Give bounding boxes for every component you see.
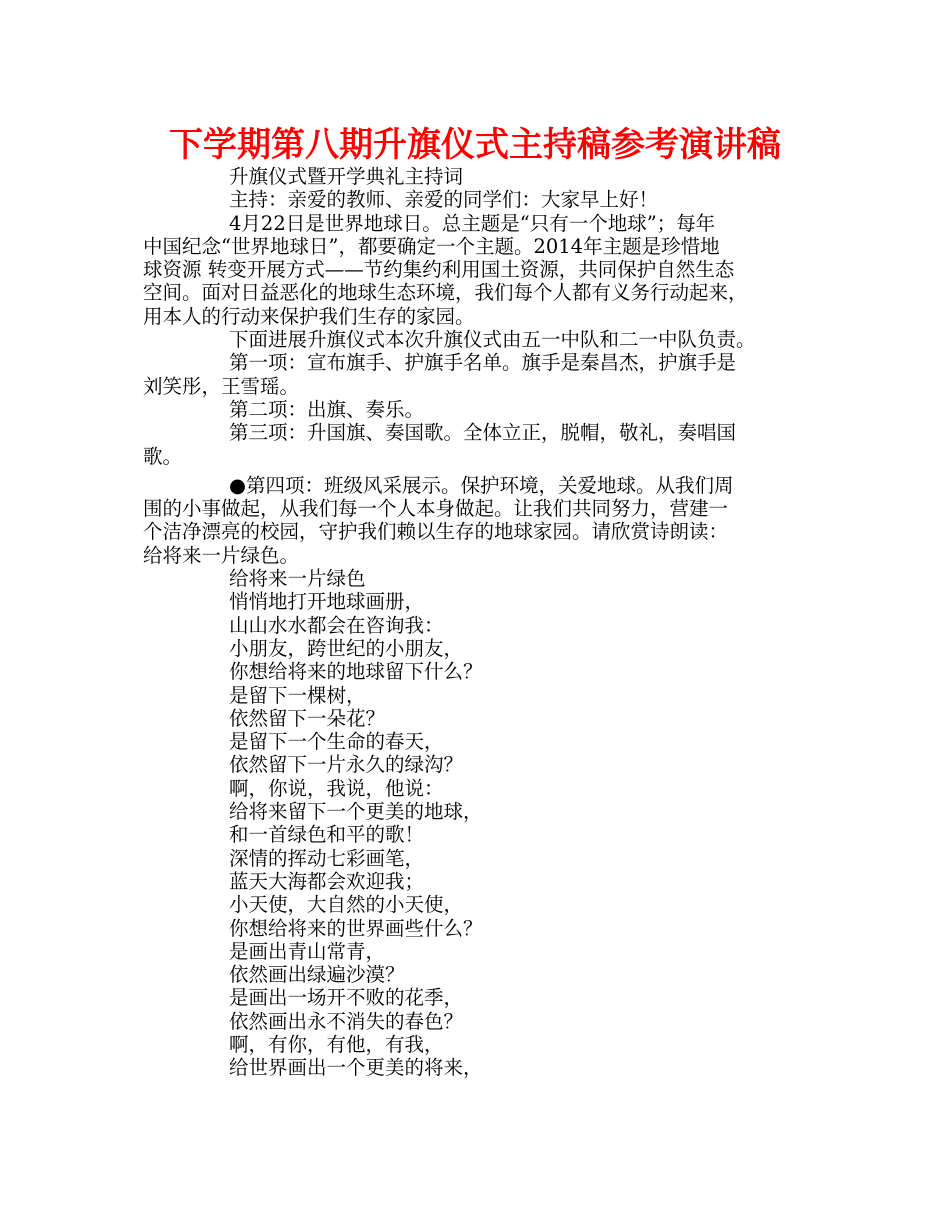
paragraph-line: 歌。 <box>143 444 183 468</box>
paragraph-line: 中国纪念“世界地球日”，都要确定一个主题。2014年主题是珍惜地 <box>143 234 720 258</box>
poem-line: 依然画出绿遍沙漠？ <box>229 963 405 987</box>
paragraph-line: 4月22日是世界地球日。总主题是“只有一个地球”；每年 <box>229 211 716 235</box>
paragraph-line: 围的小事做起，从我们每一个人本身做起。让我们共同努力，营建一 <box>143 497 729 521</box>
poem-line: 给将来一片绿色 <box>229 567 366 591</box>
poem-line: 啊，有你，有他，有我， <box>229 1032 444 1056</box>
paragraph-line: 第三项：升国旗、奏国歌。全体立正，脱帽，敬礼，奏唱国 <box>229 421 737 445</box>
poem-line: 依然留下一朵花？ <box>229 706 386 730</box>
poem-line: 是留下一棵树， <box>229 683 366 707</box>
paragraph-line: 主持：亲爱的教师、亲爱的同学们：大家早上好！ <box>229 188 659 212</box>
paragraph-line: 第二项：出旗、奏乐。 <box>229 397 425 421</box>
poem-line: 是画出一场开不败的花季， <box>229 986 464 1010</box>
poem-line: 深情的挥动七彩画笔， <box>229 846 425 870</box>
paragraph-line: 用本人的行动来保护我们生存的家园。 <box>143 304 475 328</box>
document-body <box>143 165 823 1080</box>
poem-line: 给将来留下一个更美的地球， <box>229 800 483 824</box>
document-title: 下学期第八期升旗仪式主持稿参考演讲稿 <box>169 125 781 165</box>
poem-line: 悄悄地打开地球画册， <box>229 590 425 614</box>
poem-line: 给世界画出一个更美的将来， <box>229 1056 483 1080</box>
paragraph-line: 升旗仪式暨开学典礼主持词 <box>229 165 464 188</box>
poem-line: 依然留下一片永久的绿沟？ <box>229 753 464 777</box>
poem-line: 和一首绿色和平的歌！ <box>229 823 425 847</box>
paragraph-line: 刘笑彤，王雪瑶。 <box>143 374 300 398</box>
poem-line: 小朋友，跨世纪的小朋友， <box>229 636 464 660</box>
poem-line: 是画出青山常青， <box>229 939 386 963</box>
paragraph-line: 第一项：宣布旗手、护旗手名单。旗手是秦昌杰，护旗手是 <box>229 351 737 375</box>
paragraph-line: 给将来一片绿色。 <box>143 543 300 567</box>
paragraph-line: 个洁净漂亮的校园，守护我们赖以生存的地球家园。请欣赏诗朗读： <box>143 520 729 544</box>
poem-line: 你想给将来的世界画些什么？ <box>229 916 483 940</box>
poem-line: 是留下一个生命的春天， <box>229 730 444 754</box>
paragraph-line: ●第四项：班级风采展示。保护环境，关爱地球。从我们周 <box>229 473 734 497</box>
paragraph-line: 下面进展升旗仪式本次升旗仪式由五一中队和二一中队负责。 <box>229 328 756 352</box>
poem-line: 依然画出永不消失的春色？ <box>229 1009 464 1033</box>
paragraph-line: 球资源 转变开展方式——节约集约利用国土资源，共同保护自然生态 <box>143 258 735 282</box>
paragraph-line: 空间。面对日益恶化的地球生态环境，我们每个人都有义务行动起来， <box>143 281 748 305</box>
poem-line: 山山水水都会在咨询我： <box>229 613 444 637</box>
poem-line: 啊，你说，我说，他说： <box>229 776 444 800</box>
poem-line: 蓝天大海都会欢迎我； <box>229 869 425 893</box>
poem-line: 你想给将来的地球留下什么？ <box>229 660 483 684</box>
poem-line: 小天使，大自然的小天使， <box>229 893 464 917</box>
